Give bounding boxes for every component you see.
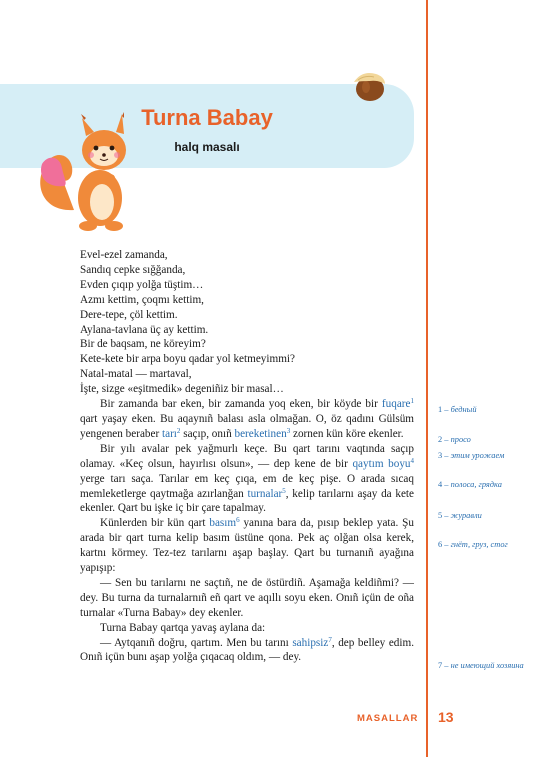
footnote-ref: 2 bbox=[176, 426, 181, 435]
hazelnut-icon bbox=[350, 66, 388, 104]
footnote-ref: 6 bbox=[236, 516, 240, 525]
footnote-gloss: журавли bbox=[450, 511, 482, 520]
footnote-gloss: полоса, грядка bbox=[450, 480, 502, 489]
rhyme-line: Dere-tepe, çöl kettim. bbox=[80, 308, 178, 321]
page-title: Turna Babay bbox=[141, 105, 273, 130]
story-prose bbox=[80, 397, 414, 665]
footnote-separator: – bbox=[442, 511, 451, 520]
footnote-gloss: гнёт, груз, стог bbox=[450, 540, 508, 549]
section-label: MASALLAR bbox=[357, 713, 419, 724]
glossed-word: qaytım boyu bbox=[352, 457, 411, 470]
text-run: zornen kün köre ekenler. bbox=[290, 427, 404, 440]
rhyme-line: Aylana-tavlana üç ay kettim. bbox=[80, 323, 209, 336]
footnote-separator: – bbox=[442, 451, 451, 460]
text-run: Bir zamanda bar eken, bir zamanda yoq eken, bir köyde bir bbox=[100, 398, 382, 411]
text-run: Bir yılı avalar pek yağmurlı keçe. Bu qart tarını vaqtında saçıp olamay. «Keç olsun, hayırlısı olsun», — dep kene de bir bbox=[80, 442, 414, 470]
footnote-gloss: этим урожаем bbox=[450, 451, 505, 460]
glossed-word: sahipsiz bbox=[292, 636, 329, 649]
footnote-number: 1 bbox=[438, 405, 443, 414]
glossed-word: tarı bbox=[162, 427, 177, 440]
footnote-number: 7 bbox=[438, 661, 443, 670]
footnote bbox=[438, 540, 528, 551]
paragraph: — Sen bu tarılarnı ne saçtıñ, ne de östürdiñ. Aşamağa keldiñmi? — dey. Bu turna da turnalarnıñ eñ qart ve aqıllı soyu eken. Onıñ içün de oña turnalar «Turna Babay» dey ekenler. bbox=[80, 576, 414, 619]
footnote-separator: – bbox=[442, 540, 451, 549]
text-run: — Aytqanıñ doğru, qartım. Men bu tarını bbox=[100, 636, 293, 649]
footnote-gloss: бедный bbox=[450, 405, 477, 414]
footnote bbox=[438, 511, 528, 522]
footnote bbox=[438, 451, 528, 462]
paragraph bbox=[80, 442, 414, 517]
footnote-ref: 3 bbox=[286, 426, 291, 435]
footnote bbox=[438, 405, 528, 416]
rhyme-line: Natal-matal — martaval, bbox=[80, 368, 192, 381]
squirrel-illustration bbox=[34, 112, 142, 234]
rhyme-line: Azmı kettim, çoqmı kettim, bbox=[80, 293, 204, 306]
footnote bbox=[438, 435, 528, 446]
page-subtitle: halq masalı bbox=[174, 140, 240, 154]
rhyme-line: Evden çıqıp yolğa tüştim… bbox=[80, 278, 204, 291]
footnote-separator: – bbox=[442, 435, 451, 444]
footnote-ref: 5 bbox=[282, 486, 286, 495]
text-run: saçıp, onıñ bbox=[180, 427, 235, 440]
text-run: , dep belley edim. Onıñ içün bunı aşap yolğa çıqacaq oldım, — dey. bbox=[80, 636, 414, 664]
page-number: 13 bbox=[438, 709, 454, 725]
footnote-number: 4 bbox=[438, 480, 443, 489]
glossed-word: turnalar bbox=[247, 487, 283, 500]
paragraph bbox=[80, 397, 414, 442]
story-text bbox=[80, 248, 414, 665]
footnote-number: 2 bbox=[438, 435, 443, 444]
rhyme-line: Sandıq cepke sığğanda, bbox=[80, 263, 186, 276]
text-run: Künlerden bir kün qart bbox=[100, 517, 210, 530]
footnote-ref: 7 bbox=[328, 635, 332, 644]
footnote bbox=[438, 480, 528, 491]
footnote-number: 3 bbox=[438, 451, 443, 460]
footnote-ref: 4 bbox=[410, 456, 415, 465]
footnote-number: 6 bbox=[438, 540, 443, 549]
text-run: yerge tarı saça. Tarılar em keç çıqa, em de keç pişe. O arada sıcaq memleketlerge qaytmağa azırlanğan bbox=[80, 472, 414, 500]
paragraph: Turna Babay qartqa yavaş aylana da: bbox=[100, 621, 266, 634]
glossed-word: fuqare bbox=[381, 398, 411, 411]
glossed-word: basım bbox=[209, 517, 237, 530]
footnote-ref: 1 bbox=[410, 397, 414, 406]
margin-divider bbox=[426, 0, 428, 757]
footnote bbox=[438, 661, 528, 672]
rhyme-line: Kete-kete bir arpa boyu qadar yol ketmeyimmi? bbox=[80, 353, 295, 366]
footnote-number: 5 bbox=[438, 511, 443, 520]
footnote-gloss: просо bbox=[450, 435, 471, 444]
footnote-separator: – bbox=[442, 480, 451, 489]
opening-rhyme bbox=[80, 248, 414, 397]
glossed-word: bereketinen bbox=[234, 427, 287, 440]
rhyme-line: Bir de baqsam, ne köreyim? bbox=[80, 338, 206, 351]
rhyme-line: İşte, sizge «eşitmedik» degeniñiz bir masal… bbox=[80, 383, 284, 396]
paragraph bbox=[80, 516, 414, 576]
rhyme-line: Evel-ezel zamanda, bbox=[80, 249, 168, 261]
footnote-separator: – bbox=[442, 405, 451, 414]
text-run: qart yaşay eken. Bu aqaynıñ balası asla olmağan. O, öz qadını Gülsüm yengenen beraber bbox=[80, 412, 414, 440]
paragraph bbox=[80, 636, 414, 666]
text-run: yanına bara da, pısıp beklep yata. Şu arada bir qart turna kelip basım üstüne qona. Pek aç olğan olsa kerek, kartnı körmey. Tez-tez tarılarnı aşap başlay. Qart bu turnanıñ ayağına yapışıp: bbox=[80, 517, 414, 575]
footnote-separator: – bbox=[442, 661, 451, 670]
footnote-gloss: не имеющий хозяина bbox=[450, 661, 524, 670]
text-run: , kelip tarılarnı aşay da kete ekenler. Qart bu işke iç bir çare tapalmay. bbox=[80, 487, 414, 515]
